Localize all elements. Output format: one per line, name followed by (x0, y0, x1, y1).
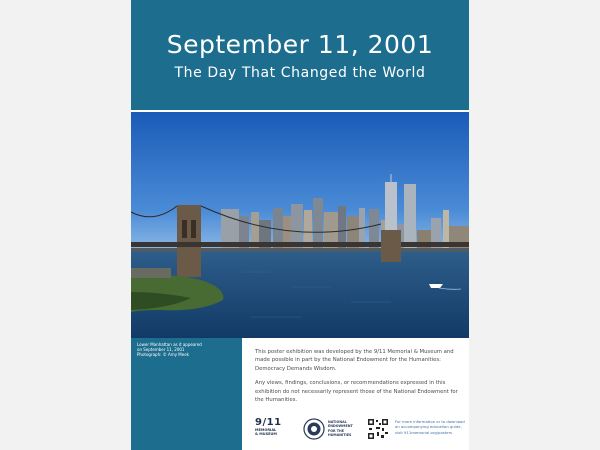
logo-911-line2: & MUSEUM (255, 432, 277, 436)
neh-name: NATIONAL ENDOWMENT FOR THE HUMANITIES (328, 420, 353, 438)
qr-caption: For more information or to download an accompanying education guide, visit 911memorial.org/posters (395, 419, 465, 435)
south-tower (404, 184, 416, 250)
sponsor-logos (255, 416, 465, 446)
logo-911-number: 9/11 (255, 417, 282, 428)
credit-paragraph: This poster exhibition was developed by the 9/11 Memorial & Museum and made possible in part by the National Endowment for the Humanities: Democracy Demands Wisdom. (255, 349, 454, 372)
disclaimer-paragraph: Any views, findings, conclusions, or recommendations expressed in this exhibition do not necessarily represent those of the National Endowment for the Humanities. (255, 380, 458, 404)
qr-code-icon (367, 418, 389, 440)
poster-subtitle: The Day That Changed the World (174, 65, 426, 81)
credit-text (255, 348, 461, 410)
caption-line: Lower Manhattan as it appeared (137, 342, 202, 347)
caption-line: Photograph: © Amy Meek (137, 352, 189, 357)
logo-911-line1: MEMORIAL (255, 428, 277, 432)
caption-line: on September 11, 2001 (137, 347, 185, 352)
poster-header (131, 0, 469, 110)
neh-seal-icon (303, 418, 325, 440)
memorial-museum-logo (255, 418, 299, 444)
poster (131, 0, 469, 450)
skyline-photo (131, 112, 469, 338)
skyline-illustration (131, 112, 469, 338)
photo-caption (131, 338, 242, 450)
poster-footer (131, 338, 469, 450)
poster-title: September 11, 2001 (166, 30, 434, 59)
